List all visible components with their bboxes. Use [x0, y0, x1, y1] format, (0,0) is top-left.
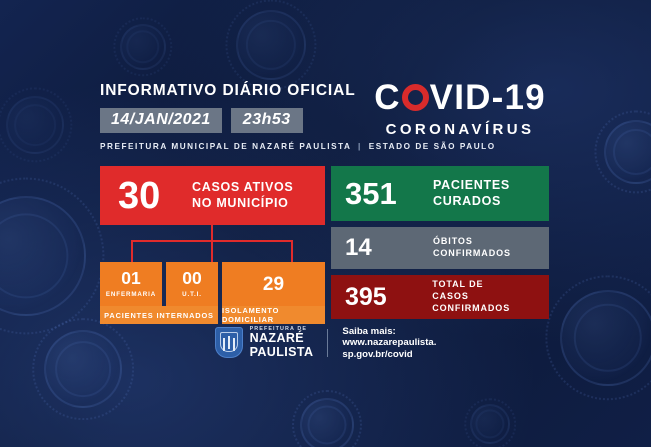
label-pacientes-internados: PACIENTES INTERNADOS [100, 306, 218, 324]
more-info-block [342, 326, 436, 361]
card-enfermaria [100, 262, 162, 306]
covid-logo [355, 80, 565, 138]
subtitle-state: ESTADO DE SÃO PAULO [368, 142, 496, 151]
label-isolamento-domiciliar: ISOLAMENTO DOMICILIAR [222, 306, 325, 324]
cured-label [433, 178, 510, 209]
deaths-value: 14 [345, 234, 372, 261]
deaths-label-line1: ÓBITOS [433, 236, 473, 247]
enfermaria-label: ENFERMARIA [105, 290, 157, 298]
card-total-confirmed [331, 275, 549, 319]
enfermaria-value: 01 [121, 268, 141, 289]
coronavirus-label: CORONAVÍRUS [385, 121, 535, 138]
total-value: 395 [345, 282, 387, 311]
connector-drop-3 [291, 240, 293, 262]
time-chip: 23h53 [231, 108, 303, 133]
logo-city-line2: PAULISTA [249, 344, 314, 359]
connector-stem [211, 225, 213, 241]
page-title: INFORMATIVO DIÁRIO OFICIAL [100, 82, 356, 99]
connector-drop-1 [131, 240, 133, 262]
card-uti [166, 262, 218, 306]
city-logo-text [250, 327, 314, 360]
card-confirmed-deaths [331, 227, 549, 269]
card-active-cases [100, 166, 325, 225]
active-cases-label-line1: CASOS ATIVOS [192, 179, 294, 194]
uti-value: 00 [182, 268, 202, 289]
more-info-label: Saiba mais: [342, 325, 396, 337]
logo-city-line1: NAZARÉ [249, 331, 305, 346]
card-cured-patients [331, 166, 549, 221]
coat-of-arms-icon [215, 327, 243, 358]
cured-value: 351 [345, 176, 397, 211]
logo-prefecture-label: PREFEITURA DE [249, 325, 308, 332]
virus-decoration-icon [300, 398, 354, 447]
subtitle-city: PREFEITURA MUNICIPAL DE NAZARÉ PAULISTA [100, 142, 352, 151]
uti-label: U.T.I. [182, 290, 202, 298]
virus-decoration-icon [470, 404, 510, 444]
covid-rest: VID-19 [429, 78, 546, 117]
deaths-label [433, 236, 511, 259]
city-logo [215, 327, 314, 360]
active-cases-label [192, 180, 293, 211]
card-isolamento [222, 262, 325, 306]
deaths-label-line2: CONFIRMADOS [433, 248, 511, 258]
footer-divider [327, 329, 328, 357]
virus-decoration-icon [0, 196, 86, 316]
total-label-line1: TOTAL DE [432, 279, 484, 290]
total-label [432, 279, 549, 314]
isolamento-value: 29 [262, 273, 285, 295]
header-subtitle [100, 142, 496, 151]
subtitle-separator: | [358, 142, 362, 151]
breakdown-connector [100, 225, 325, 262]
cured-label-line1: PACIENTES [433, 177, 510, 192]
cured-label-line2: CURADOS [433, 193, 502, 208]
active-cases-label-line2: NO MUNICÍPIO [192, 195, 289, 210]
total-label-line2: CASOS CONFIRMADOS [432, 291, 511, 313]
poster-header [0, 60, 651, 152]
covid-wordmark [355, 80, 565, 115]
connector-drop-2 [211, 240, 213, 262]
virus-ring-icon [402, 84, 429, 111]
website-url-line2: sp.gov.br/covid [342, 348, 413, 360]
poster-footer [0, 325, 651, 361]
covid-letter-c: C [374, 78, 401, 117]
date-chip: 14/JAN/2021 [100, 108, 222, 133]
website-url-line1: www.nazarepaulista. [342, 337, 437, 349]
active-cases-value: 30 [118, 174, 161, 217]
date-time-chips [100, 108, 370, 133]
